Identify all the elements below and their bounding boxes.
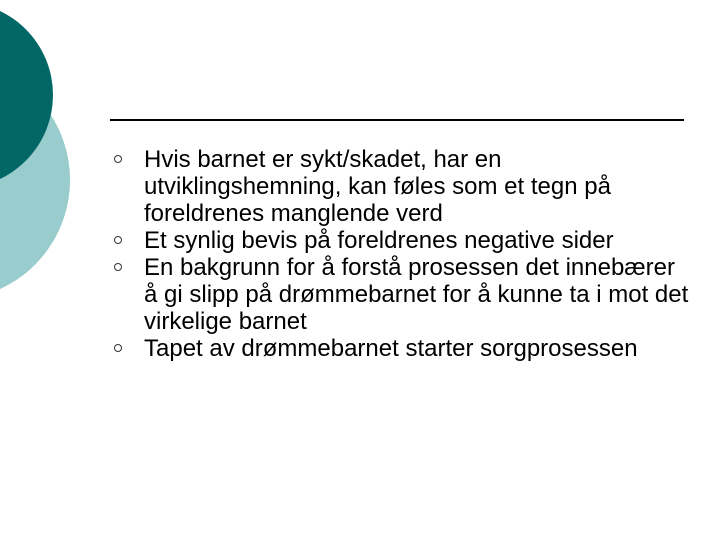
- bullet-text: Hvis barnet er sykt/skadet, har en utviklingshemning, kan føles som et tegn på foreldrenes manglende verd: [144, 146, 611, 227]
- bullet-item: [112, 254, 692, 335]
- circle-bullet-icon: [114, 155, 122, 163]
- title-divider: [110, 119, 684, 121]
- bullet-item: [112, 335, 692, 362]
- bullet-text: Tapet av drømmebarnet starter sorgprosessen: [144, 335, 638, 362]
- circle-bullet-icon: [114, 344, 122, 352]
- bullet-item: [112, 146, 692, 227]
- circle-bullet-icon: [114, 263, 122, 271]
- bullet-list: [112, 146, 692, 362]
- circle-bullet-icon: [114, 236, 122, 244]
- bullet-text: En bakgrunn for å forstå prosessen det innebærer å gi slipp på drømmebarnet for å kunne ta i mot det virkelige barnet: [144, 254, 689, 335]
- bullet-item: [112, 227, 692, 254]
- bullet-text: Et synlig bevis på foreldrenes negative sider: [144, 227, 614, 254]
